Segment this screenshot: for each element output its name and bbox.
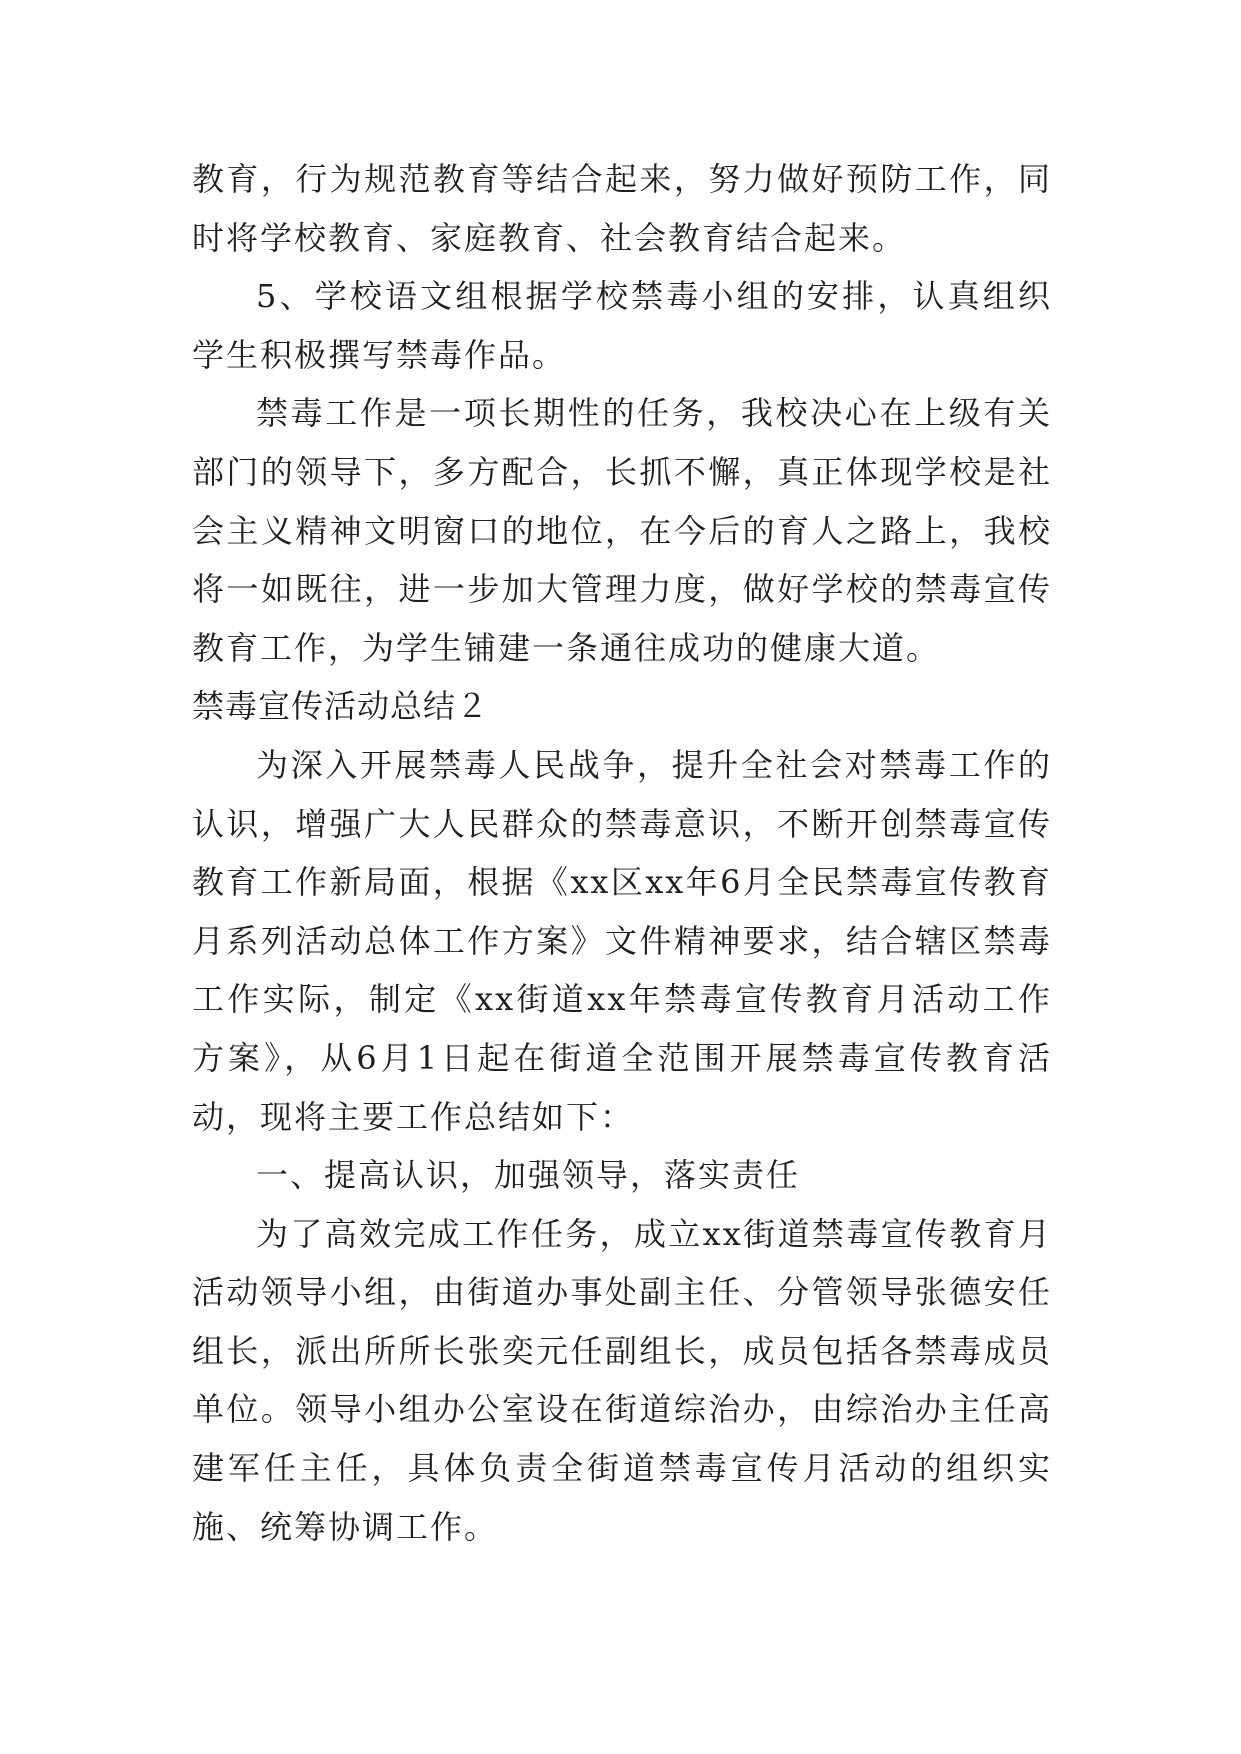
paragraph-leadership: 为了高效完成工作任务，成立xx街道禁毒宣传教育月活动领导小组，由街道办事处副主任、分管领导张德安任组长，派出所所长张奕元任副组长，成员包括各禁毒成员单位。领导小组办公室设在街道综治办，由综治办主任高建军任主任，具体负责全街道禁毒宣传月活动的组织实施、统筹协调工作。: [192, 1214, 1052, 1546]
document-body: [192, 150, 1052, 1556]
paragraph-continuation: 教育，行为规范教育等结合起来，努力做好预防工作，同时将学校教育、家庭教育、社会教育结合起来。: [192, 160, 1052, 257]
section-title: 禁毒宣传活动总结２: [192, 687, 490, 726]
section-subheading: 一、提高认识，加强领导，落实责任: [256, 1156, 801, 1195]
paragraph-item-5: 5、学校语文组根据学校禁毒小组的安排，认真组织学生积极撰写禁毒作品。: [192, 277, 1052, 374]
paragraph-conclusion: 禁毒工作是一项长期性的任务，我校决心在上级有关部门的领导下，多方配合，长抓不懈，真正体现学校是社会主义精神文明窗口的地位，在今后的育人之路上，我校将一如既往，进一步加大管理力度，做好学校的禁毒宣传教育工作，为学生铺建一条通往成功的健康大道。: [192, 394, 1052, 667]
paragraph-intro: 为深入开展禁毒人民战争，提升全社会对禁毒工作的认识，增强广大人民群众的禁毒意识，不断开创禁毒宣传教育工作新局面，根据《xx区xx年6月全民禁毒宣传教育月系列活动总体工作方案》文件精神要求，结合辖区禁毒工作实际，制定《xx街道xx年禁毒宣传教育月活动工作方案》，从6月1日起在街道全范围开展禁毒宣传教育活动，现将主要工作总结如下：: [192, 745, 1052, 1136]
